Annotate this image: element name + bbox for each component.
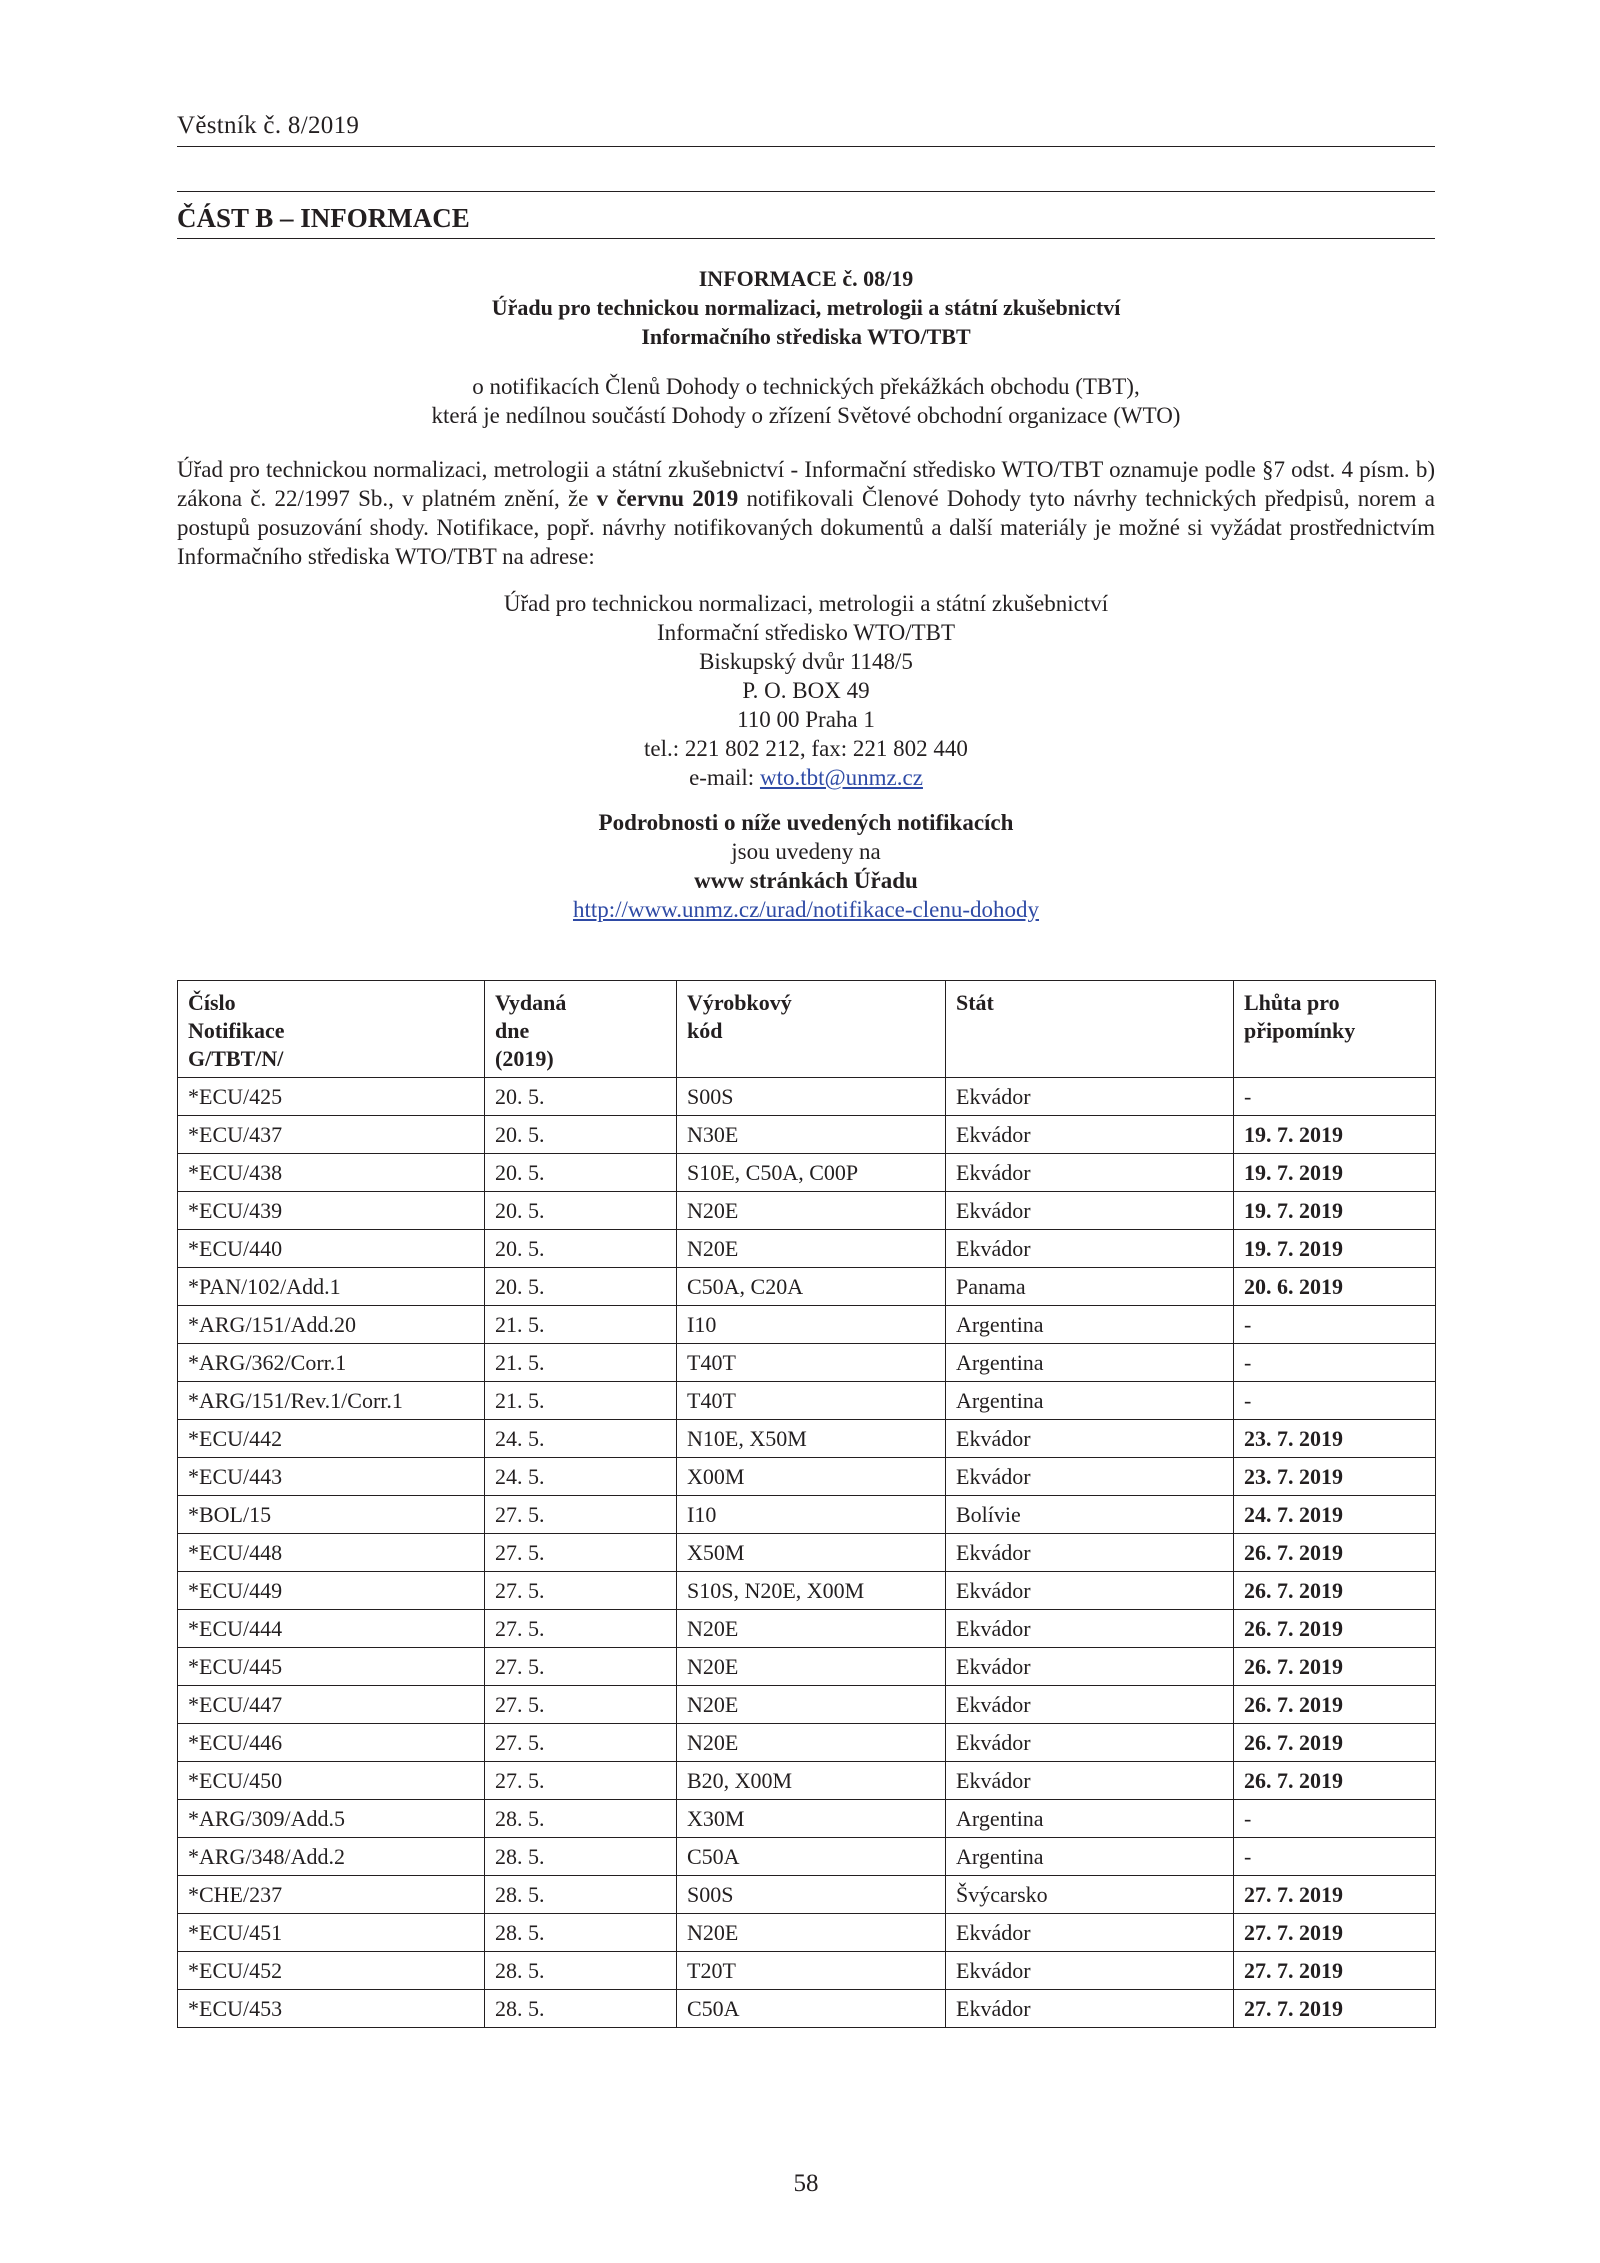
cell-country: Ekvádor xyxy=(946,1458,1234,1496)
cell-issued-date: 28. 5. xyxy=(485,1800,677,1838)
cell-country: Argentina xyxy=(946,1344,1234,1382)
table-row xyxy=(178,1420,1436,1458)
cell-notification-number: *ECU/439 xyxy=(178,1192,485,1230)
info-subtitle-line: která je nedílnou součástí Dohody o zřízení Světové obchodní organizace (WTO) xyxy=(431,403,1181,428)
cell-issued-date: 24. 5. xyxy=(485,1420,677,1458)
cell-product-code: S10E, C50A, C00P xyxy=(677,1154,946,1192)
info-title-line: INFORMACE č. 08/19 xyxy=(698,266,914,291)
cell-country: Ekvádor xyxy=(946,1724,1234,1762)
address-line: Úřad pro technickou normalizaci, metrologii a státní zkušebnictví xyxy=(503,591,1109,616)
cell-comment-deadline: 26. 7. 2019 xyxy=(1234,1610,1436,1648)
table-row xyxy=(178,1762,1436,1800)
cell-notification-number: *ECU/442 xyxy=(178,1420,485,1458)
cell-notification-number: *PAN/102/Add.1 xyxy=(178,1268,485,1306)
cell-product-code: N20E xyxy=(677,1914,946,1952)
cell-notification-number: *ECU/425 xyxy=(178,1078,485,1116)
header-line: Vydaná xyxy=(495,990,567,1015)
cell-product-code: N30E xyxy=(677,1116,946,1154)
cell-comment-deadline: 19. 7. 2019 xyxy=(1234,1116,1436,1154)
cell-issued-date: 27. 5. xyxy=(485,1724,677,1762)
email-link[interactable]: wto.tbt@unmz.cz xyxy=(759,765,923,790)
cell-notification-number: *ECU/453 xyxy=(178,1990,485,2028)
cell-notification-number: *BOL/15 xyxy=(178,1496,485,1534)
cell-country: Ekvádor xyxy=(946,1610,1234,1648)
cell-issued-date: 27. 5. xyxy=(485,1762,677,1800)
cell-comment-deadline: 26. 7. 2019 xyxy=(1234,1724,1436,1762)
table-row xyxy=(178,1306,1436,1344)
table-row xyxy=(178,1610,1436,1648)
cell-product-code: X50M xyxy=(677,1534,946,1572)
address-line: 110 00 Praha 1 xyxy=(737,707,875,732)
header-country xyxy=(946,981,1234,1078)
cell-notification-number: *ECU/444 xyxy=(178,1610,485,1648)
cell-country: Ekvádor xyxy=(946,1116,1234,1154)
header-issued-date xyxy=(485,981,677,1078)
paragraph-text: Úřad pro technickou normalizaci, metrologii a státní zkušebnictví - Informační středisko WTO/TBT oznamuje podle §7 odst. 4 písm. b) zákona č. 22/1997 Sb., v platném znění, že xyxy=(177,457,1435,511)
info-subtitle xyxy=(177,372,1435,430)
cell-notification-number: *ECU/438 xyxy=(178,1154,485,1192)
header-line: (2019) xyxy=(495,1046,554,1071)
header-line: dne xyxy=(495,1018,530,1043)
cell-product-code: C50A xyxy=(677,1990,946,2028)
cell-notification-number: *ARG/151/Rev.1/Corr.1 xyxy=(178,1382,485,1420)
cell-product-code: N10E, X50M xyxy=(677,1420,946,1458)
cell-product-code: N20E xyxy=(677,1648,946,1686)
cell-notification-number: *ECU/452 xyxy=(178,1952,485,1990)
cell-issued-date: 20. 5. xyxy=(485,1154,677,1192)
cell-issued-date: 28. 5. xyxy=(485,1952,677,1990)
table-row xyxy=(178,1572,1436,1610)
info-title-line: Úřadu pro technickou normalizaci, metrologii a státní zkušebnictví xyxy=(491,295,1121,320)
paragraph-emphasis: v červnu 2019 xyxy=(596,486,739,511)
cell-notification-number: *CHE/237 xyxy=(178,1876,485,1914)
cell-notification-number: *ARG/151/Add.20 xyxy=(178,1306,485,1344)
page-number: 58 xyxy=(793,2170,819,2197)
address-line: P. O. BOX 49 xyxy=(742,678,870,703)
cell-comment-deadline: - xyxy=(1234,1800,1436,1838)
part-rule-top xyxy=(177,191,1435,192)
table-row xyxy=(178,1648,1436,1686)
cell-product-code: T20T xyxy=(677,1952,946,1990)
cell-product-code: S00S xyxy=(677,1078,946,1116)
cell-notification-number: *ARG/348/Add.2 xyxy=(178,1838,485,1876)
cell-country: Ekvádor xyxy=(946,1230,1234,1268)
cell-comment-deadline: 19. 7. 2019 xyxy=(1234,1192,1436,1230)
cell-notification-number: *ARG/362/Corr.1 xyxy=(178,1344,485,1382)
table-row xyxy=(178,1496,1436,1534)
cell-issued-date: 28. 5. xyxy=(485,1838,677,1876)
cell-product-code: S10S, N20E, X00M xyxy=(677,1572,946,1610)
header-notification-number xyxy=(178,981,485,1078)
cell-comment-deadline: - xyxy=(1234,1344,1436,1382)
cell-comment-deadline: 27. 7. 2019 xyxy=(1234,1990,1436,2028)
details-block xyxy=(177,808,1435,924)
cell-country: Ekvádor xyxy=(946,1192,1234,1230)
cell-issued-date: 21. 5. xyxy=(485,1344,677,1382)
cell-notification-number: *ECU/440 xyxy=(178,1230,485,1268)
cell-comment-deadline: - xyxy=(1234,1306,1436,1344)
cell-comment-deadline: 19. 7. 2019 xyxy=(1234,1230,1436,1268)
cell-product-code: B20, X00M xyxy=(677,1762,946,1800)
table-row xyxy=(178,1724,1436,1762)
cell-issued-date: 20. 5. xyxy=(485,1268,677,1306)
address-line: Biskupský dvůr 1148/5 xyxy=(699,649,913,674)
table-row xyxy=(178,1078,1436,1116)
cell-issued-date: 21. 5. xyxy=(485,1382,677,1420)
table-row xyxy=(178,1268,1436,1306)
cell-issued-date: 27. 5. xyxy=(485,1648,677,1686)
cell-issued-date: 24. 5. xyxy=(485,1458,677,1496)
cell-country: Bolívie xyxy=(946,1496,1234,1534)
cell-country: Argentina xyxy=(946,1838,1234,1876)
cell-comment-deadline: 24. 7. 2019 xyxy=(1234,1496,1436,1534)
part-title: ČÁST B – INFORMACE xyxy=(177,203,470,233)
cell-country: Ekvádor xyxy=(946,1952,1234,1990)
address-block xyxy=(177,589,1435,792)
details-web: www stránkách Úřadu xyxy=(694,868,918,893)
cell-product-code: I10 xyxy=(677,1496,946,1534)
details-heading: Podrobnosti o níže uvedených notifikacích xyxy=(598,810,1014,835)
cell-notification-number: *ECU/449 xyxy=(178,1572,485,1610)
table-row xyxy=(178,1990,1436,2028)
cell-product-code: X00M xyxy=(677,1458,946,1496)
cell-comment-deadline: 19. 7. 2019 xyxy=(1234,1154,1436,1192)
cell-comment-deadline: 27. 7. 2019 xyxy=(1234,1876,1436,1914)
cell-product-code: S00S xyxy=(677,1876,946,1914)
header-line: Výrobkový xyxy=(687,990,792,1015)
cell-country: Panama xyxy=(946,1268,1234,1306)
cell-comment-deadline: 20. 6. 2019 xyxy=(1234,1268,1436,1306)
cell-product-code: T40T xyxy=(677,1344,946,1382)
table-row xyxy=(178,1344,1436,1382)
cell-comment-deadline: - xyxy=(1234,1382,1436,1420)
paragraph-text: notifikovali Členové Dohody tyto návrhy technických předpisů, norem a postupů posuzování shody. Notifikace, popř. návrhy notifikovaných dokumentů a další materiály je možné si vyžádat prostřednictvím Informačního střediska WTO/TBT na adrese: xyxy=(177,486,1435,569)
cell-issued-date: 20. 5. xyxy=(485,1116,677,1154)
header-comment-deadline xyxy=(1234,981,1436,1078)
header-line: Lhůta pro xyxy=(1244,990,1340,1015)
header-line: připomínky xyxy=(1244,1018,1356,1043)
cell-comment-deadline: 23. 7. 2019 xyxy=(1234,1458,1436,1496)
cell-country: Ekvádor xyxy=(946,1154,1234,1192)
cell-country: Argentina xyxy=(946,1306,1234,1344)
part-rule-bottom xyxy=(177,238,1435,239)
running-header: Věstník č. 8/2019 xyxy=(177,112,360,139)
cell-country: Ekvádor xyxy=(946,1534,1234,1572)
cell-issued-date: 27. 5. xyxy=(485,1610,677,1648)
cell-notification-number: *ARG/309/Add.5 xyxy=(178,1800,485,1838)
cell-country: Ekvádor xyxy=(946,1420,1234,1458)
header-rule xyxy=(177,146,1435,147)
cell-product-code: X30M xyxy=(677,1800,946,1838)
cell-notification-number: *ECU/443 xyxy=(178,1458,485,1496)
header-line: kód xyxy=(687,1018,723,1043)
email-line xyxy=(177,763,1435,792)
address-line: Informační středisko WTO/TBT xyxy=(656,620,956,645)
cell-comment-deadline: 26. 7. 2019 xyxy=(1234,1572,1436,1610)
cell-notification-number: *ECU/446 xyxy=(178,1724,485,1762)
cell-issued-date: 20. 5. xyxy=(485,1078,677,1116)
cell-notification-number: *ECU/447 xyxy=(178,1686,485,1724)
header-line: G/TBT/N/ xyxy=(188,1046,284,1071)
details-text: jsou uvedeny na xyxy=(731,839,881,864)
table-row xyxy=(178,1952,1436,1990)
cell-country: Ekvádor xyxy=(946,1762,1234,1800)
cell-country: Švýcarsko xyxy=(946,1876,1234,1914)
cell-product-code: N20E xyxy=(677,1230,946,1268)
cell-issued-date: 28. 5. xyxy=(485,1876,677,1914)
cell-product-code: C50A xyxy=(677,1838,946,1876)
notifications-table xyxy=(177,980,1436,2028)
info-title-line: Informačního střediska WTO/TBT xyxy=(641,324,971,349)
table-body xyxy=(178,1078,1436,2028)
cell-country: Ekvádor xyxy=(946,1686,1234,1724)
table-row xyxy=(178,1800,1436,1838)
cell-product-code: N20E xyxy=(677,1686,946,1724)
table-row xyxy=(178,1382,1436,1420)
cell-notification-number: *ECU/437 xyxy=(178,1116,485,1154)
cell-comment-deadline: 27. 7. 2019 xyxy=(1234,1952,1436,1990)
cell-country: Argentina xyxy=(946,1382,1234,1420)
table-row xyxy=(178,1534,1436,1572)
table-row xyxy=(178,1686,1436,1724)
info-subtitle-line: o notifikacích Členů Dohody o technických překážkách obchodu (TBT), xyxy=(472,374,1140,399)
cell-issued-date: 27. 5. xyxy=(485,1496,677,1534)
cell-product-code: T40T xyxy=(677,1382,946,1420)
cell-notification-number: *ECU/451 xyxy=(178,1914,485,1952)
header-line: Stát xyxy=(956,990,994,1015)
details-url-link[interactable]: http://www.unmz.cz/urad/notifikace-clenu-dohody xyxy=(572,897,1040,922)
cell-issued-date: 28. 5. xyxy=(485,1914,677,1952)
table-row xyxy=(178,1230,1436,1268)
table-header-row xyxy=(178,981,1436,1078)
cell-country: Argentina xyxy=(946,1800,1234,1838)
table-row xyxy=(178,1914,1436,1952)
cell-comment-deadline: - xyxy=(1234,1838,1436,1876)
cell-comment-deadline: 27. 7. 2019 xyxy=(1234,1914,1436,1952)
cell-comment-deadline: 26. 7. 2019 xyxy=(1234,1762,1436,1800)
email-label: e-mail: xyxy=(689,765,760,790)
cell-notification-number: *ECU/445 xyxy=(178,1648,485,1686)
cell-notification-number: *ECU/450 xyxy=(178,1762,485,1800)
cell-issued-date: 27. 5. xyxy=(485,1572,677,1610)
cell-product-code: I10 xyxy=(677,1306,946,1344)
info-title xyxy=(177,264,1435,351)
cell-product-code: N20E xyxy=(677,1724,946,1762)
cell-issued-date: 28. 5. xyxy=(485,1990,677,2028)
cell-comment-deadline: 23. 7. 2019 xyxy=(1234,1420,1436,1458)
cell-product-code: N20E xyxy=(677,1192,946,1230)
cell-issued-date: 27. 5. xyxy=(485,1686,677,1724)
table-row xyxy=(178,1192,1436,1230)
table-row xyxy=(178,1458,1436,1496)
table-row xyxy=(178,1876,1436,1914)
intro-paragraph xyxy=(177,455,1435,571)
cell-country: Ekvádor xyxy=(946,1914,1234,1952)
cell-comment-deadline: 26. 7. 2019 xyxy=(1234,1534,1436,1572)
cell-country: Ekvádor xyxy=(946,1648,1234,1686)
cell-notification-number: *ECU/448 xyxy=(178,1534,485,1572)
cell-comment-deadline: 26. 7. 2019 xyxy=(1234,1648,1436,1686)
header-line: Notifikace xyxy=(188,1018,285,1043)
header-line: Číslo xyxy=(188,990,236,1015)
table-row xyxy=(178,1116,1436,1154)
cell-issued-date: 21. 5. xyxy=(485,1306,677,1344)
cell-country: Ekvádor xyxy=(946,1078,1234,1116)
cell-comment-deadline: - xyxy=(1234,1078,1436,1116)
header-product-code xyxy=(677,981,946,1078)
cell-issued-date: 20. 5. xyxy=(485,1192,677,1230)
cell-country: Ekvádor xyxy=(946,1572,1234,1610)
table-row xyxy=(178,1838,1436,1876)
cell-issued-date: 27. 5. xyxy=(485,1534,677,1572)
cell-comment-deadline: 26. 7. 2019 xyxy=(1234,1686,1436,1724)
cell-product-code: N20E xyxy=(677,1610,946,1648)
table-row xyxy=(178,1154,1436,1192)
address-line: tel.: 221 802 212, fax: 221 802 440 xyxy=(644,736,968,761)
cell-issued-date: 20. 5. xyxy=(485,1230,677,1268)
cell-product-code: C50A, C20A xyxy=(677,1268,946,1306)
cell-country: Ekvádor xyxy=(946,1990,1234,2028)
